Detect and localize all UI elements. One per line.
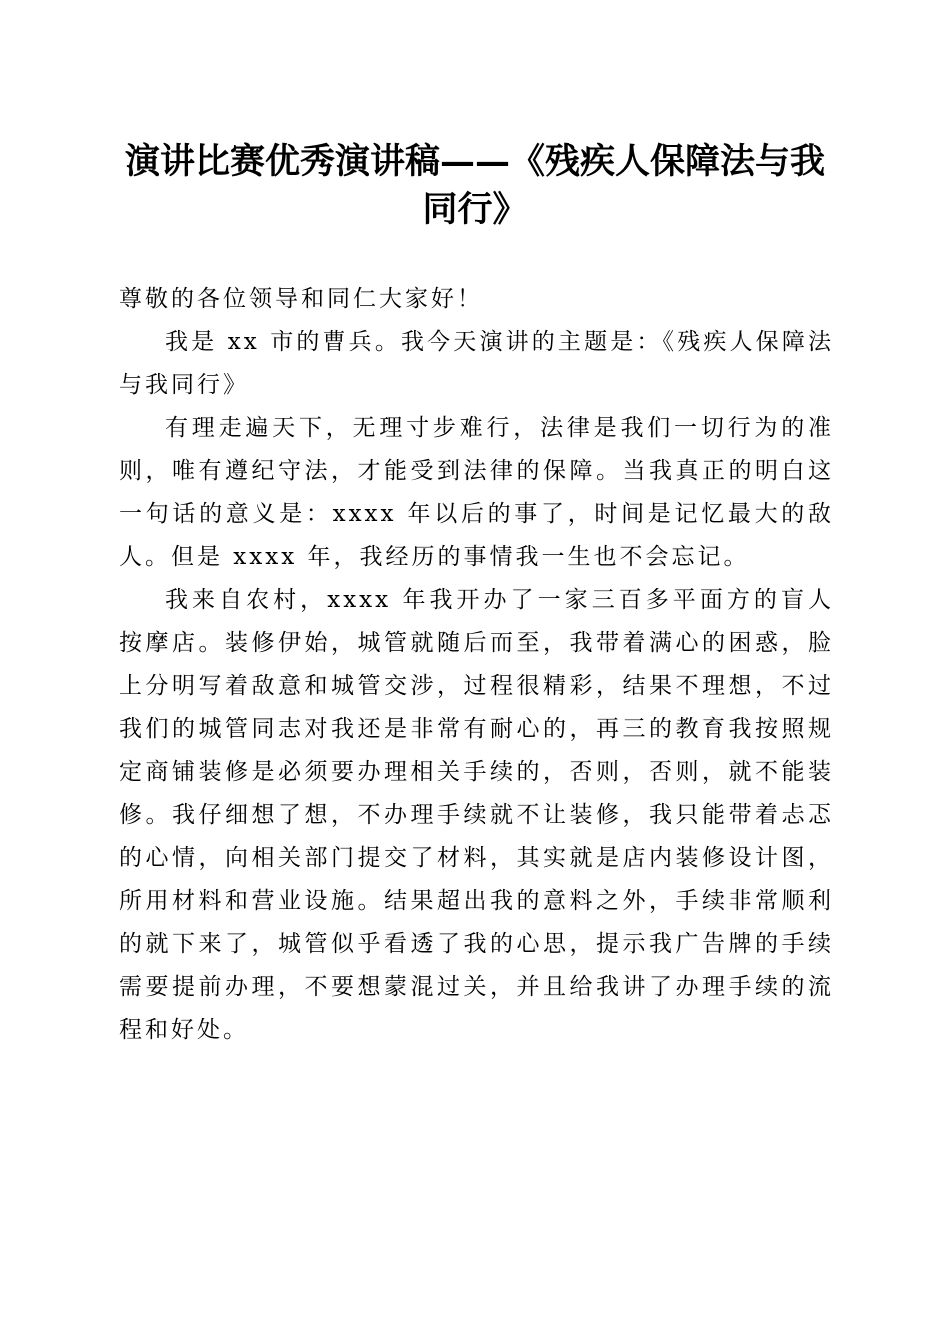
title-line-2: 同行》 xyxy=(422,189,528,230)
body-paragraph: 我来自农村，xxxx 年我开办了一家三百多平面方的盲人按摩店。装修伊始，城管就随后而至，我带着满心的困惑，脸上分明写着敌意和城管交涉，过程很精彩，结果不理想，不过我们的城管同志对我还是非常有耐心的，再三的教育我按照规定商铺装修是必须要办理相关手续的，否则，否则，就不能装修。我仔细想了想，不办理手续就不让装修，我只能带着忐忑的心情，向相关部门提交了材料，其实就是店内装修设计图，所用材料和营业设施。结果超出我的意料之外，手续非常顺利的就下来了，城管似乎看透了我的心思，提示我广告牌的手续需要提前办理，不要想蒙混过关，并且给我讲了办理手续的流程和好处。 xyxy=(119,587,834,1043)
body-paragraph: 有理走遍天下，无理寸步难行，法律是我们一切行为的准则，唯有遵纪守法，才能受到法律的保障。当我真正的明白这一句话的意义是：xxxx 年以后的事了，时间是记忆最大的敌人。但是 xxxx 年，我经历的事情我一生也不会忘记。 xyxy=(119,415,834,570)
intro-paragraph: 我是 xx 市的曹兵。我今天演讲的主题是：《残疾人保障法与我同行》 xyxy=(119,329,834,398)
title-line-1: 演讲比赛优秀演讲稿——《残疾人保障法与我 xyxy=(124,141,825,182)
document-title xyxy=(110,138,840,234)
greeting-paragraph: 尊敬的各位领导和同仁大家好！ xyxy=(119,286,483,312)
document-body xyxy=(119,278,834,1052)
